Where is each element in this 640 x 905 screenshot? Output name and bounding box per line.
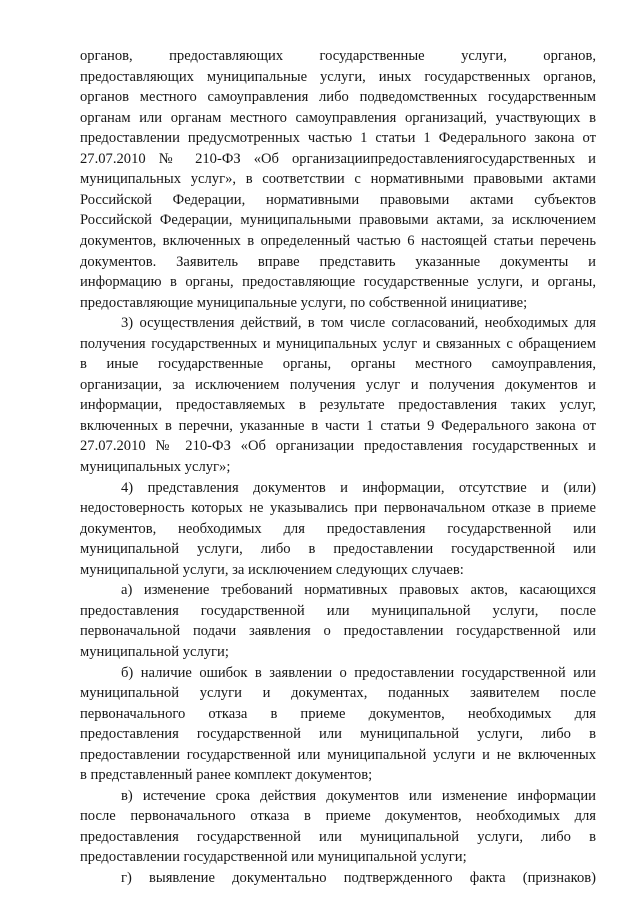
text-line: 27.07.2010 № 210-ФЗ «Об организациипредоставлениягосударственных и (80, 150, 596, 167)
text-line: муниципальной услуги, за исключением следующих случаев: (80, 561, 464, 578)
text-line: органов, предоставляющих государственные услуги, органов, (80, 48, 596, 64)
text-line: первоначальной подачи заявления о предоставлении государственной или (80, 623, 596, 640)
text-line: предоставляющие муниципальные услуги, по собственной инициативе; (80, 294, 528, 311)
text-line: Российской Федерации, нормативными правовыми актами субъектов (80, 191, 596, 208)
text-line: недостоверность которых не указывались при первоначальном отказе в приеме (80, 500, 596, 517)
text-line: документов, необходимых для предоставления государственной или (80, 520, 596, 537)
text-line: предоставлении предусмотренных частью 1 статьи 1 Федерального закона от (80, 130, 596, 147)
text-line: муниципальных услуг», в соответствии с нормативными правовыми актами (80, 171, 596, 188)
text-line: предоставления государственной или муниципальной услуги, либо в (80, 726, 596, 743)
text-line: предоставляющих муниципальные услуги, иных государственных органов, (80, 68, 596, 85)
text-line: б) наличие ошибок в заявлении о предоставлении государственной или (121, 664, 596, 681)
text-line: предоставлении государственной или муниципальной услуги; (80, 849, 467, 866)
text-line: г) выявление документально подтвержденного факта (признаков) (121, 870, 596, 886)
text-line: информацию в органы, предоставляющие государственные услуги, и органы, (80, 274, 596, 291)
text-line: в) истечение срока действия документов или изменение информации (121, 787, 596, 804)
text-line: предоставления государственной или муниципальной услуги, после (80, 602, 596, 619)
text-line: органов местного самоуправления либо подведомственных государственным (80, 89, 596, 106)
text-line: предоставления государственной или муниципальной услуги, либо в (80, 828, 596, 845)
text-line: получения государственных и муниципальных услуг и связанных с обращением (80, 335, 596, 352)
text-line: 3) осуществления действий, в том числе согласований, необходимых для (121, 315, 596, 332)
text-line: после первоначального отказа в приеме документов, необходимых для (80, 808, 596, 825)
text-line: первоначального отказа в приеме документов, необходимых для (80, 705, 596, 722)
text-line: муниципальной услуги; (80, 643, 229, 660)
text-line: органам или органам местного самоуправления организаций, участвующих в (80, 109, 596, 126)
text-line: в иные государственные органы, органы местного самоуправления, (80, 356, 596, 373)
text-line: включенных в перечни, указанные в части 1 статьи 9 Федерального закона от (80, 417, 596, 434)
text-line: 4) представления документов и информации, отсутствие и (или) (121, 479, 596, 496)
text-line: Российской Федерации, муниципальными правовыми актами, за исключением (80, 212, 596, 229)
text-line: информации, предоставляемых в результате предоставления таких услуг, (80, 397, 596, 414)
text-line: муниципальных услуг»; (80, 459, 231, 475)
text-line: документов, включенных в определенный частью 6 настоящей статьи перечень (80, 232, 596, 249)
text-line: предоставлении государственной или муниципальной услуги и не включенных (80, 746, 596, 763)
text-line: документов. Заявитель вправе представить указанные документы и (80, 253, 596, 270)
text-line: муниципальной услуги и документах, поданных заявителем после (80, 685, 596, 702)
text-line: в представленный ранее комплект документов; (80, 767, 373, 784)
text-line: а) изменение требований нормативных правовых актов, касающихся (121, 582, 596, 599)
text-line: организации, за исключением получения услуг и получения документов и (80, 376, 596, 393)
text-line: муниципальной услуги, либо в предоставлении государственной или (80, 541, 596, 558)
text-line: 27.07.2010 № 210-ФЗ «Об организации предоставления государственных и (80, 438, 596, 455)
